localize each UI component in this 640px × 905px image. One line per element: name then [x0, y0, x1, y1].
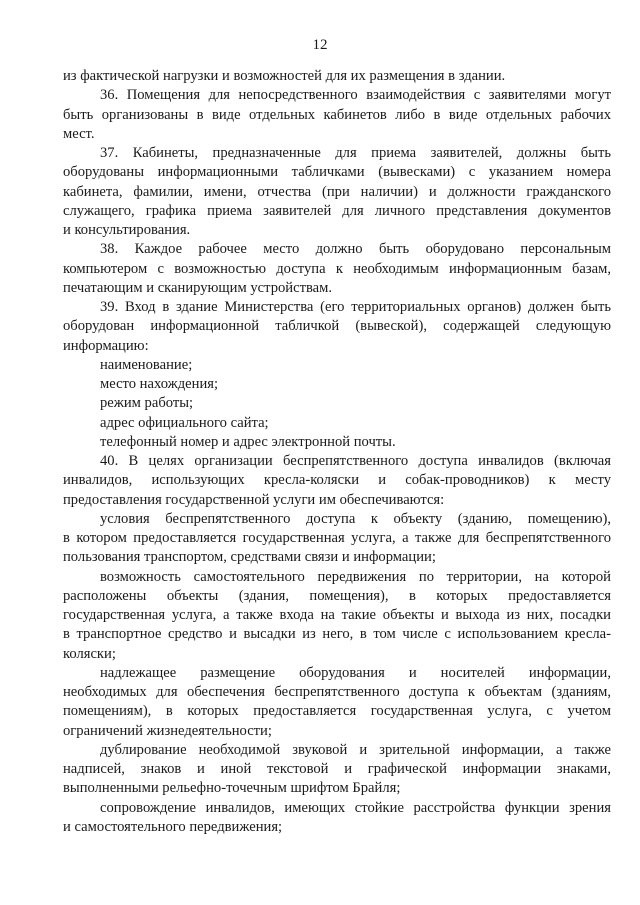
- text-line: в транспортное средство и высадки из него, в том числе с использованием кресла-: [63, 626, 611, 643]
- text-line: и консультирования.: [63, 222, 191, 238]
- text-line: наименование;: [100, 356, 193, 373]
- text-line: государственная услуга, а также входа на такие объекты и выхода из них, посадки: [63, 607, 611, 623]
- text-line: оборудованы информационными табличками (вывесками) с указанием номера: [63, 164, 611, 181]
- text-line: предоставления государственной услуги им обеспечиваются:: [63, 491, 445, 508]
- text-line: и самостоятельного передвижения;: [63, 818, 283, 835]
- text-line: выполненными рельефно-точечным шрифтом Брайля;: [63, 780, 401, 797]
- text-line: коляски;: [63, 645, 116, 662]
- text-line: 37. Кабинеты, предназначенные для приема заявителей, должны быть: [100, 145, 611, 161]
- text-line: мест.: [63, 125, 95, 142]
- text-line: надписей, знаков и иной текстовой и графической информации знаками,: [63, 761, 611, 777]
- text-line: быть организованы в виде отдельных кабинетов либо в виде отдельных рабочих: [63, 106, 611, 123]
- text-line: компьютером с возможностью доступа к необходимым информационным базам,: [63, 260, 611, 277]
- document-body: [63, 67, 611, 837]
- text-line: инвалидов, использующих кресла-коляски и собак-проводников) к месту: [63, 472, 611, 489]
- text-line: пользования транспортом, средствами связи и информации;: [63, 549, 436, 566]
- text-line: 36. Помещения для непосредственного взаимодействия с заявителями могут: [100, 87, 611, 104]
- text-line: служащего, графика приема заявителей для личного представления документов: [63, 202, 611, 219]
- text-line: из фактической нагрузки и возможностей для их размещения в здании.: [63, 68, 506, 84]
- text-line: необходимых для обеспечения беспрепятственного доступа к объектам (зданиям,: [63, 684, 611, 700]
- text-line: телефонный номер и адрес электронной почты.: [100, 433, 396, 450]
- text-line: условия беспрепятственного доступа к объекту (зданию, помещению),: [100, 510, 611, 527]
- text-line: 39. Вход в здание Министерства (его территориальных органов) должен быть: [100, 299, 611, 315]
- text-line: сопровождение инвалидов, имеющих стойкие расстройства функции зрения: [100, 799, 611, 816]
- text-line: 40. В целях организации беспрепятственного доступа инвалидов (включая: [100, 453, 611, 469]
- text-line: помещениям), в которых предоставляется государственная услуга, с учетом: [63, 703, 611, 720]
- text-line: дублирование необходимой звуковой и зрительной информации, а также: [100, 741, 611, 758]
- text-line: расположены объекты (здания, помещения), в которых предоставляется: [63, 587, 611, 604]
- text-line: возможность самостоятельного передвижения по территории, на которой: [100, 568, 611, 585]
- text-line: в котором предоставляется государственная услуга, а также для беспрепятственного: [63, 530, 611, 546]
- text-line: печатающим и сканирующим устройствам.: [63, 279, 333, 296]
- text-line: надлежащее размещение оборудования и носителей информации,: [100, 664, 611, 681]
- text-line: адрес официального сайта;: [100, 414, 269, 431]
- text-line: место нахождения;: [100, 376, 219, 392]
- text-line: оборудован информационной табличкой (вывеской), содержащей следующую: [63, 318, 611, 335]
- text-line: информацию:: [63, 337, 149, 354]
- text-line: кабинета, фамилии, имени, отчества (при наличии) и должности гражданского: [63, 183, 611, 200]
- text-line: режим работы;: [100, 395, 194, 412]
- page-number: 12: [312, 37, 328, 53]
- text-line: 38. Каждое рабочее место должно быть оборудовано персональным: [100, 241, 611, 258]
- text-line: ограничений жизнедеятельности;: [63, 722, 272, 739]
